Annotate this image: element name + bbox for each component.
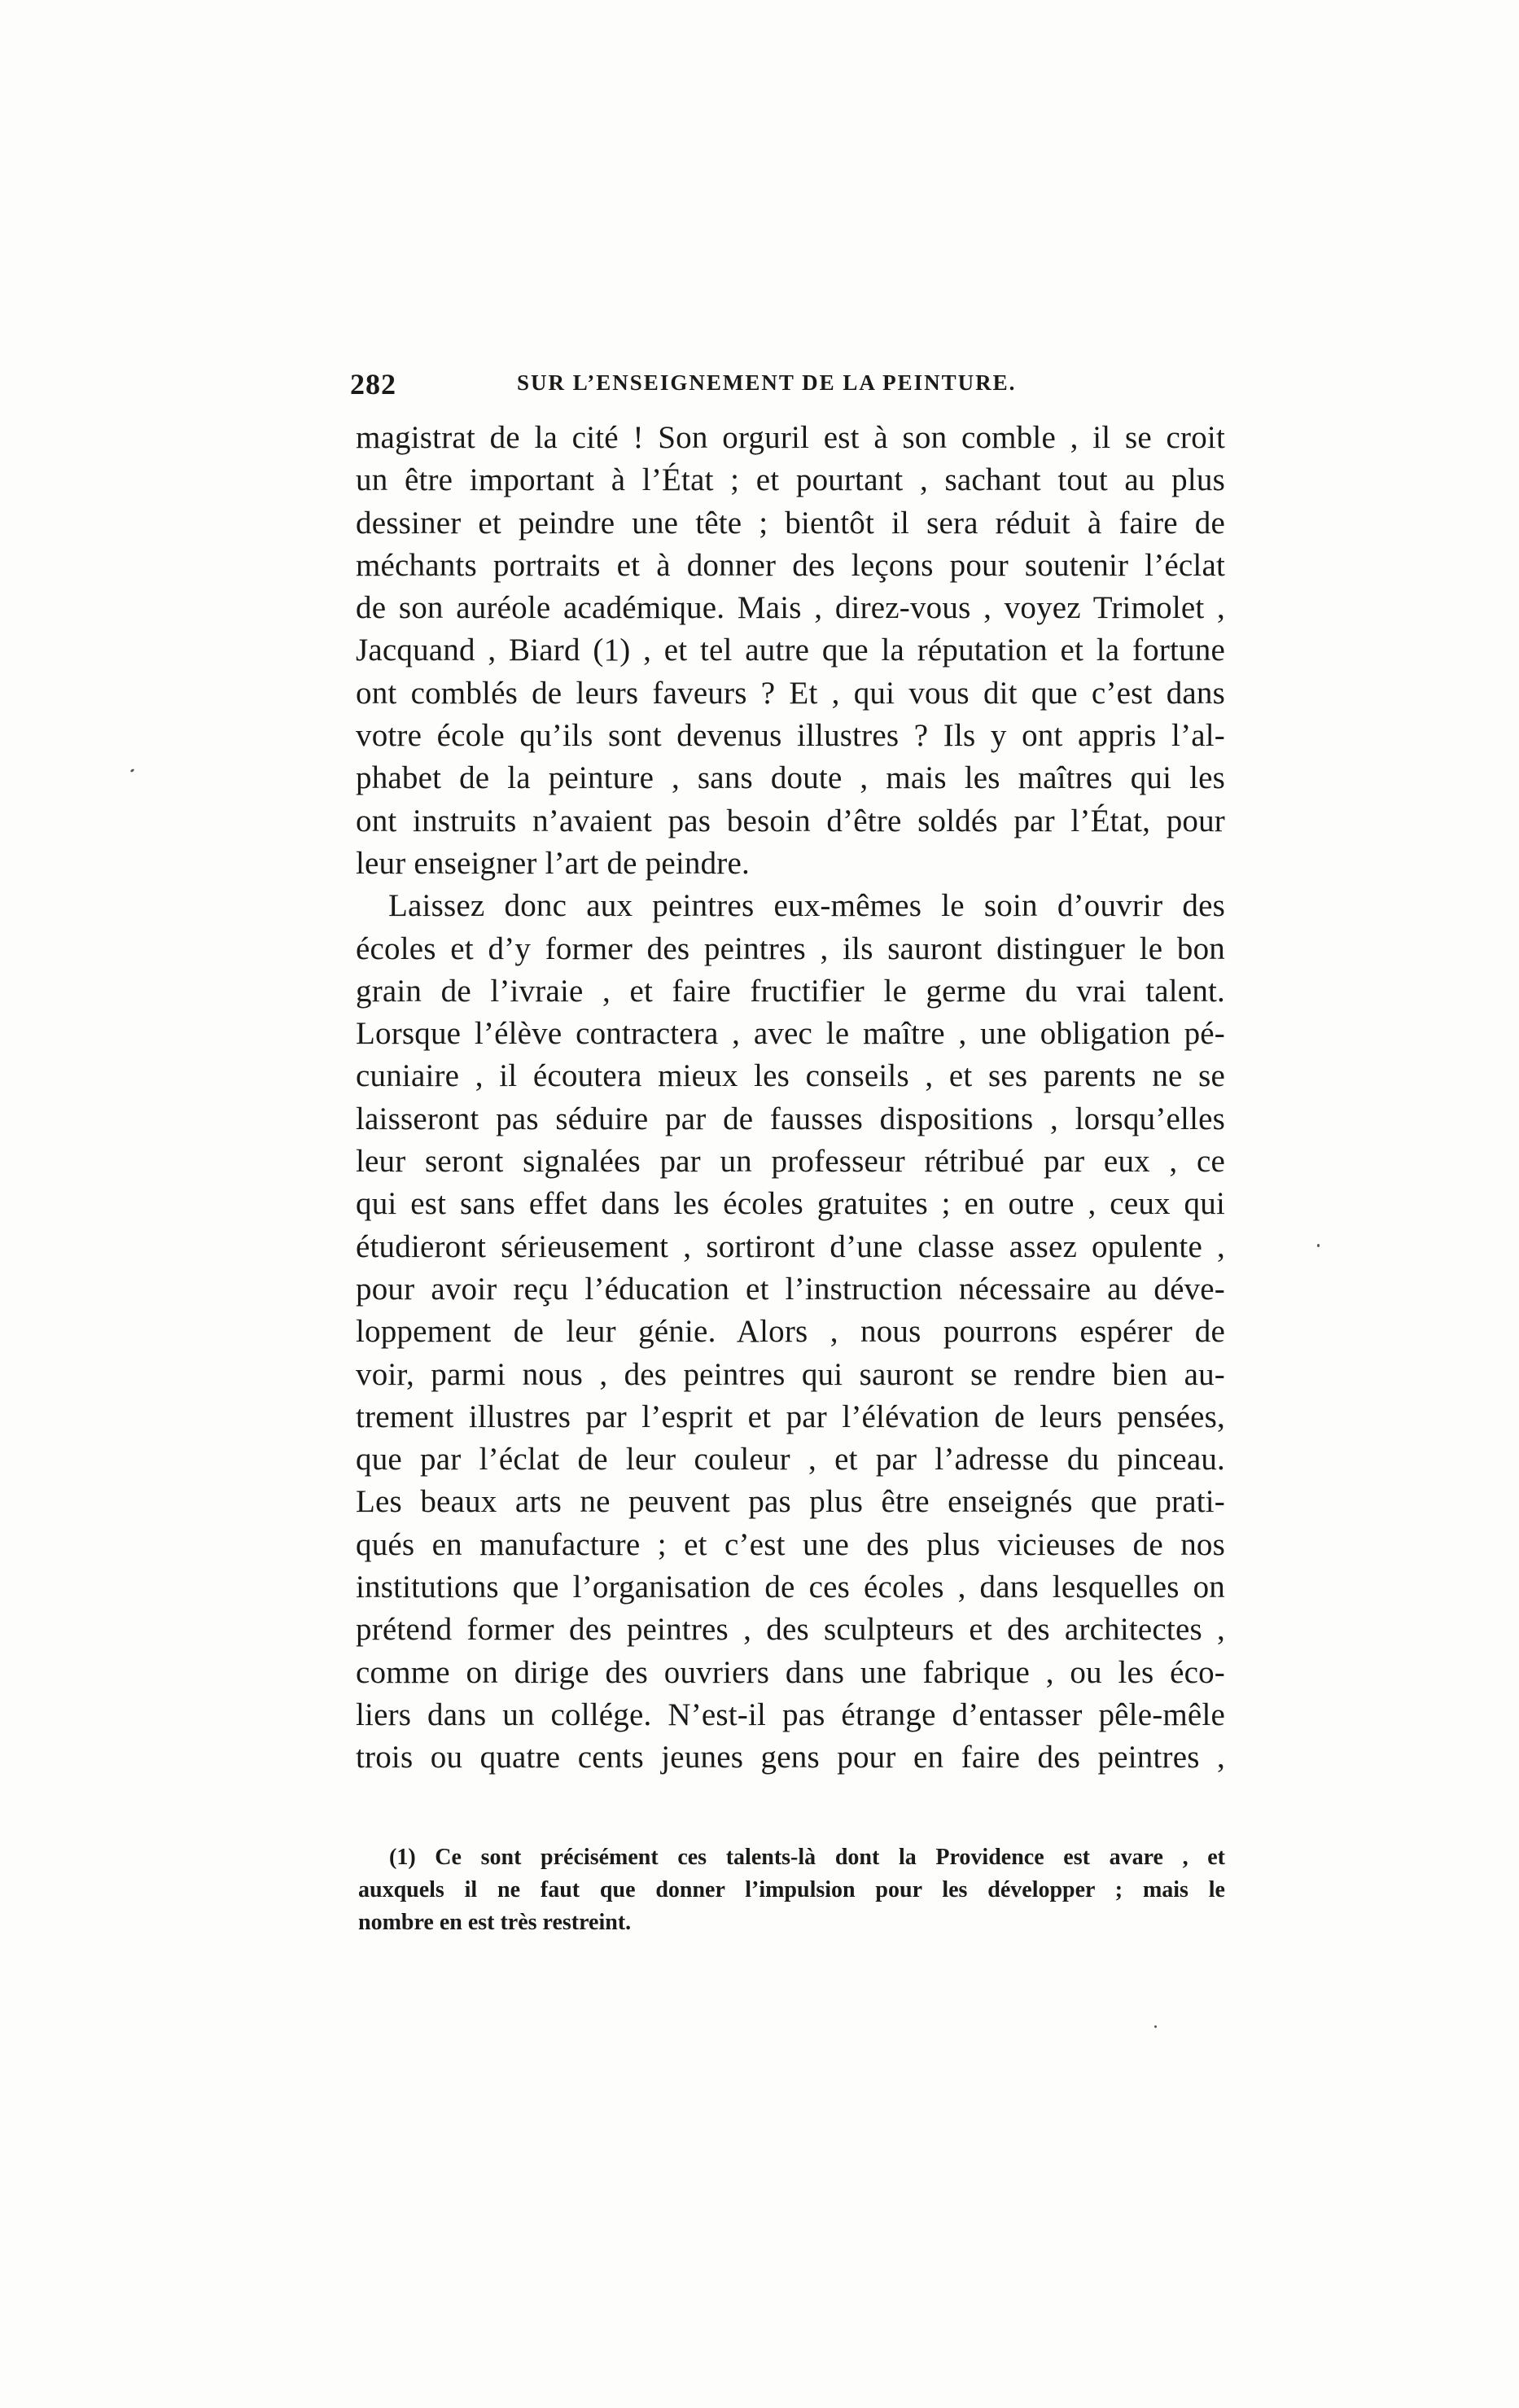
text-line: magistrat de la cité ! Son orguril est à son comble , il se croit	[356, 420, 1225, 455]
text-line: cuniaire , il écoutera mieux les conseils , et ses parents ne se	[356, 1058, 1225, 1094]
text-line: qui est sans effet dans les écoles gratuites ; en outre , ceux qui	[356, 1186, 1225, 1222]
text-line: ont comblés de leurs faveurs ? Et , qui vous dit que c’est dans	[356, 675, 1225, 711]
text-line: de son auréole académique. Mais , direz-vous , voyez Trimolet ,	[356, 590, 1225, 626]
text-line: votre école qu’ils sont devenus illustres ? Ils y ont appris l’al-	[356, 718, 1225, 754]
text-line: liers dans un collége. N’est-il pas étrange d’entasser pêle-mêle	[356, 1697, 1225, 1732]
text-line: méchants portraits et à donner des leçons pour soutenir l’éclat	[356, 547, 1225, 583]
text-line: leur seront signalées par un professeur rétribué par eux , ce	[356, 1144, 1225, 1180]
footnote	[358, 1841, 1225, 1939]
paragraph-start-line: Laissez donc aux peintres eux-mêmes le soin d’ouvrir des	[388, 888, 1225, 924]
print-speck	[1317, 1244, 1320, 1247]
text-line: comme on dirige des ouvriers dans une fabrique , ou les éco-	[356, 1654, 1225, 1690]
text-line: un être important à l’État ; et pourtant , sachant tout au plus	[356, 462, 1225, 498]
text-line: prétend former des peintres , des sculpteurs et des architectes ,	[356, 1612, 1225, 1648]
text-line: loppement de leur génie. Alors , nous pourrons espérer de	[356, 1314, 1225, 1350]
page-number: 282	[350, 368, 396, 401]
text-line: laisseront pas séduire par de fausses dispositions , lorsqu’elles	[356, 1101, 1225, 1136]
text-line: qués en manufacture ; et c’est une des plus vicieuses de nos	[356, 1526, 1225, 1562]
text-line: grain de l’ivraie , et faire fructifier le germe du vrai talent.	[356, 973, 1225, 1009]
text-line: étudieront sérieusement , sortiront d’une classe assez opulente ,	[356, 1228, 1225, 1264]
text-line: ont instruits n’avaient pas besoin d’être soldés par l’État, pour	[356, 803, 1225, 838]
text-line: dessiner et peindre une tête ; bientôt il sera réduit à faire de	[356, 505, 1225, 541]
text-line: Lorsque l’élève contractera , avec le maître , une obligation pé-	[356, 1016, 1225, 1052]
text-line: trement illustres par l’esprit et par l’élévation de leurs pensées,	[356, 1399, 1225, 1434]
body-text	[356, 417, 1225, 1780]
text-line: voir, parmi nous , des peintres qui sauront se rendre bien au-	[356, 1356, 1225, 1392]
text-line: écoles et d’y former des peintres , ils sauront distinguer le bon	[356, 930, 1225, 966]
print-speck	[130, 768, 135, 773]
footnote-line: nombre en est très restreint.	[358, 1910, 632, 1935]
running-title: SUR L’ENSEIGNEMENT DE LA PEINTURE.	[517, 370, 1017, 395]
text-line: pour avoir reçu l’éducation et l’instruction nécessaire au déve-	[356, 1271, 1225, 1307]
text-line: trois ou quatre cents jeunes gens pour en faire des peintres ,	[356, 1740, 1225, 1775]
text-line: Les beaux arts ne peuvent pas plus être enseignés que prati-	[356, 1484, 1225, 1520]
text-line: institutions que l’organisation de ces écoles , dans lesquelles on	[356, 1570, 1225, 1605]
text-line: leur enseigner l’art de peindre.	[356, 845, 750, 881]
text-line: phabet de la peinture , sans doute , mais les maîtres qui les	[356, 760, 1225, 796]
text-line: que par l’éclat de leur couleur , et par l’adresse du pinceau.	[356, 1442, 1225, 1478]
print-speck	[1154, 2025, 1157, 2028]
footnote-line: (1) Ce sont précisément ces talents-là dont la Providence est avare , et	[389, 1845, 1225, 1870]
page-header	[350, 362, 1066, 411]
footnote-line: auxquels il ne faut que donner l’impulsion pour les développer ; mais le	[358, 1877, 1225, 1902]
text-line: Jacquand , Biard (1) , et tel autre que la réputation et la fortune	[356, 633, 1225, 668]
